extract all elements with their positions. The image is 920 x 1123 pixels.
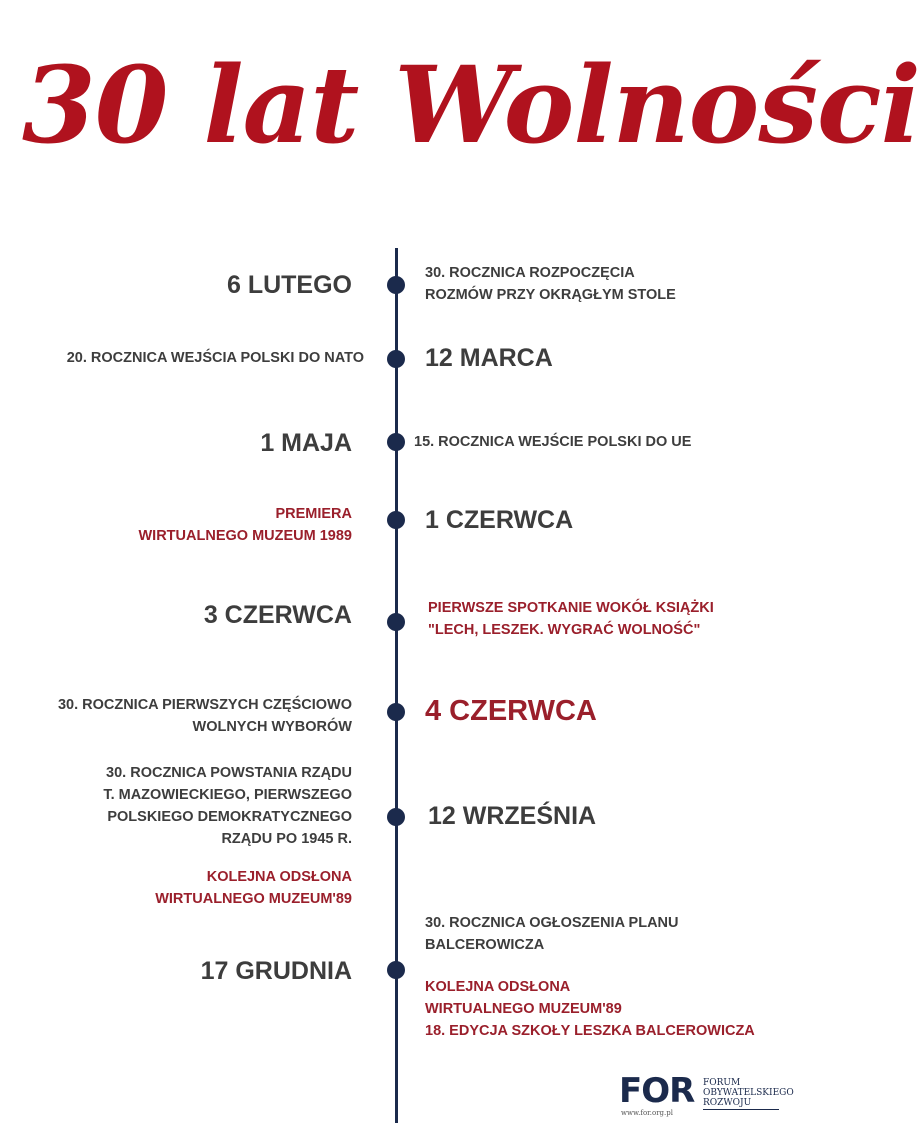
logo-organization-name: FORUM OBYWATELSKIEGO ROZWOJU <box>703 1078 794 1108</box>
event-description: 30. ROCZNICA PIERWSZYCH CZĘŚCIOWO WOLNYCH WYBORÓW <box>57 697 352 735</box>
event-date-3-czerwca: 3 CZERWCA <box>203 601 352 629</box>
event-description-secondary: KOLEJNA ODSŁONA WIRTUALNEGO MUZEUM'89 <box>155 869 352 907</box>
page-title: 30 lat Wolności <box>22 42 920 167</box>
event-description: 30. ROCZNICA POWSTANIA RZĄDU T. MAZOWIECKIEGO, PIERWSZEGO POLSKIEGO DEMOKRATYCZNEGO RZĄDU PO 1945 R. <box>103 765 352 847</box>
event-description-secondary: KOLEJNA ODSŁONA WIRTUALNEGO MUZEUM'89 18. EDYCJA SZKOŁY LESZKA BALCEROWICZA <box>425 979 755 1039</box>
for-logo <box>619 1071 794 1119</box>
event-description: PIERWSZE SPOTKANIE WOKÓŁ KSIĄŻKI "LECH, LESZEK. WYGRAĆ WOLNOŚĆ" <box>428 600 714 638</box>
timeline-axis <box>395 248 398 1123</box>
timeline-dot <box>387 808 405 826</box>
event-date-12-marca: 12 MARCA <box>425 344 553 372</box>
timeline-dot <box>387 703 405 721</box>
event-date-4-czerwca: 4 CZERWCA <box>425 695 597 727</box>
event-date-1-maja: 1 MAJA <box>260 429 352 457</box>
event-description: 15. ROCZNICA WEJŚCIE POLSKI DO UE <box>414 434 692 450</box>
event-description: 20. ROCZNICA WEJŚCIA POLSKI DO NATO <box>66 350 364 366</box>
event-date-1-czerwca: 1 CZERWCA <box>425 506 574 534</box>
timeline-dot <box>387 433 405 451</box>
timeline-dot <box>387 961 405 979</box>
event-date-12-wrzesnia: 12 WRZEŚNIA <box>428 802 597 830</box>
timeline-dot <box>387 613 405 631</box>
event-description: PREMIERA WIRTUALNEGO MUZEUM 1989 <box>138 506 352 544</box>
logo-divider <box>703 1109 779 1110</box>
event-description: 30. ROCZNICA OGŁOSZENIA PLANU BALCEROWICZA <box>425 915 679 953</box>
logo-mark: FOR <box>619 1071 695 1111</box>
timeline-dot <box>387 276 405 294</box>
event-date-6-lutego: 6 LUTEGO <box>226 271 352 299</box>
logo-url: www.for.org.pl <box>621 1109 673 1117</box>
timeline-dot <box>387 350 405 368</box>
event-date-17-grudnia: 17 GRUDNIA <box>200 957 352 985</box>
event-description: 30. ROCZNICA ROZPOCZĘCIA ROZMÓW PRZY OKRĄGŁYM STOLE <box>425 265 676 303</box>
timeline-dot <box>387 511 405 529</box>
